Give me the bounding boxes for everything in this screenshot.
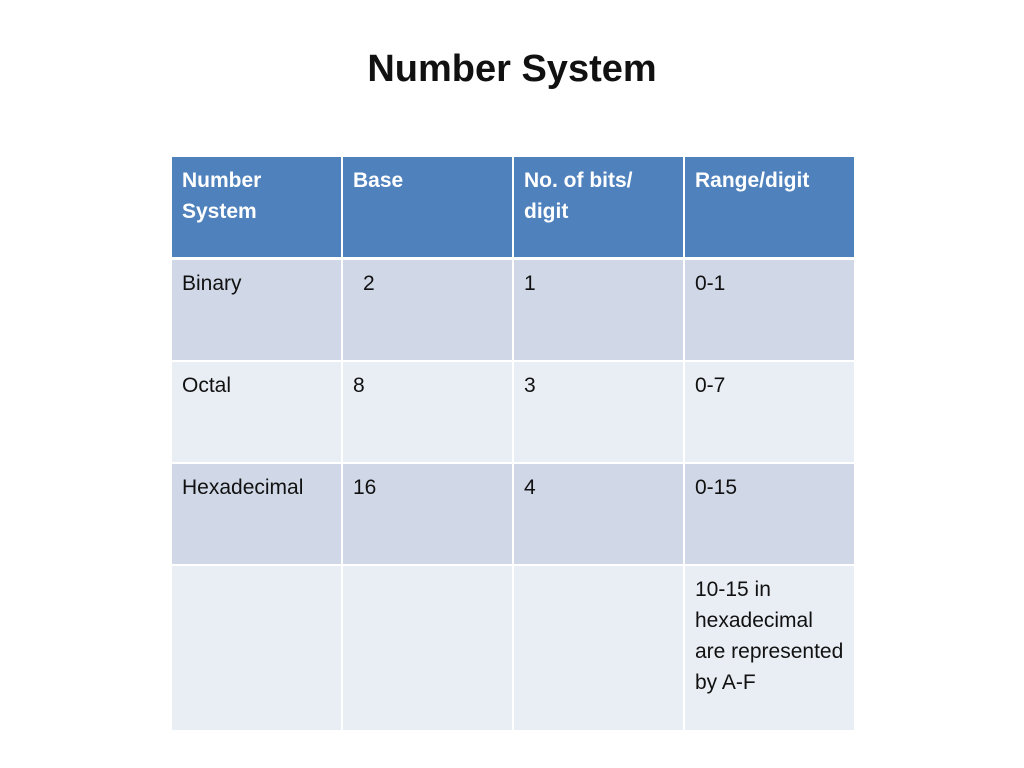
table-cell: Binary [171, 259, 342, 362]
table-row-hexadecimal [171, 463, 855, 565]
number-system-table-container [170, 155, 854, 732]
table-cell: 3 [513, 361, 684, 463]
page-title: Number System [367, 48, 657, 90]
table-cell: 0-15 [684, 463, 855, 565]
header-number-system: Number System [171, 156, 342, 259]
table-row-note [171, 565, 855, 731]
header-range-per-digit: Range/digit [684, 156, 855, 259]
table-cell: 16 [342, 463, 513, 565]
table-row-binary [171, 259, 855, 362]
table-cell [171, 565, 342, 731]
table-cell: 0-7 [684, 361, 855, 463]
header-bits-per-digit: No. of bits/ digit [513, 156, 684, 259]
table-cell: Hexadecimal [171, 463, 342, 565]
table-cell: 4 [513, 463, 684, 565]
table-cell: 0-1 [684, 259, 855, 362]
table-cell-note: 10-15 in hexadecimal are represented by A-F [684, 565, 855, 731]
number-system-table [170, 155, 856, 732]
table-cell: Octal [171, 361, 342, 463]
table-cell: 1 [513, 259, 684, 362]
header-base: Base [342, 156, 513, 259]
table-cell [342, 565, 513, 731]
table-cell [513, 565, 684, 731]
table-row-octal [171, 361, 855, 463]
table-cell: 2 [342, 259, 513, 362]
table-header-row [171, 156, 855, 259]
table-cell: 8 [342, 361, 513, 463]
